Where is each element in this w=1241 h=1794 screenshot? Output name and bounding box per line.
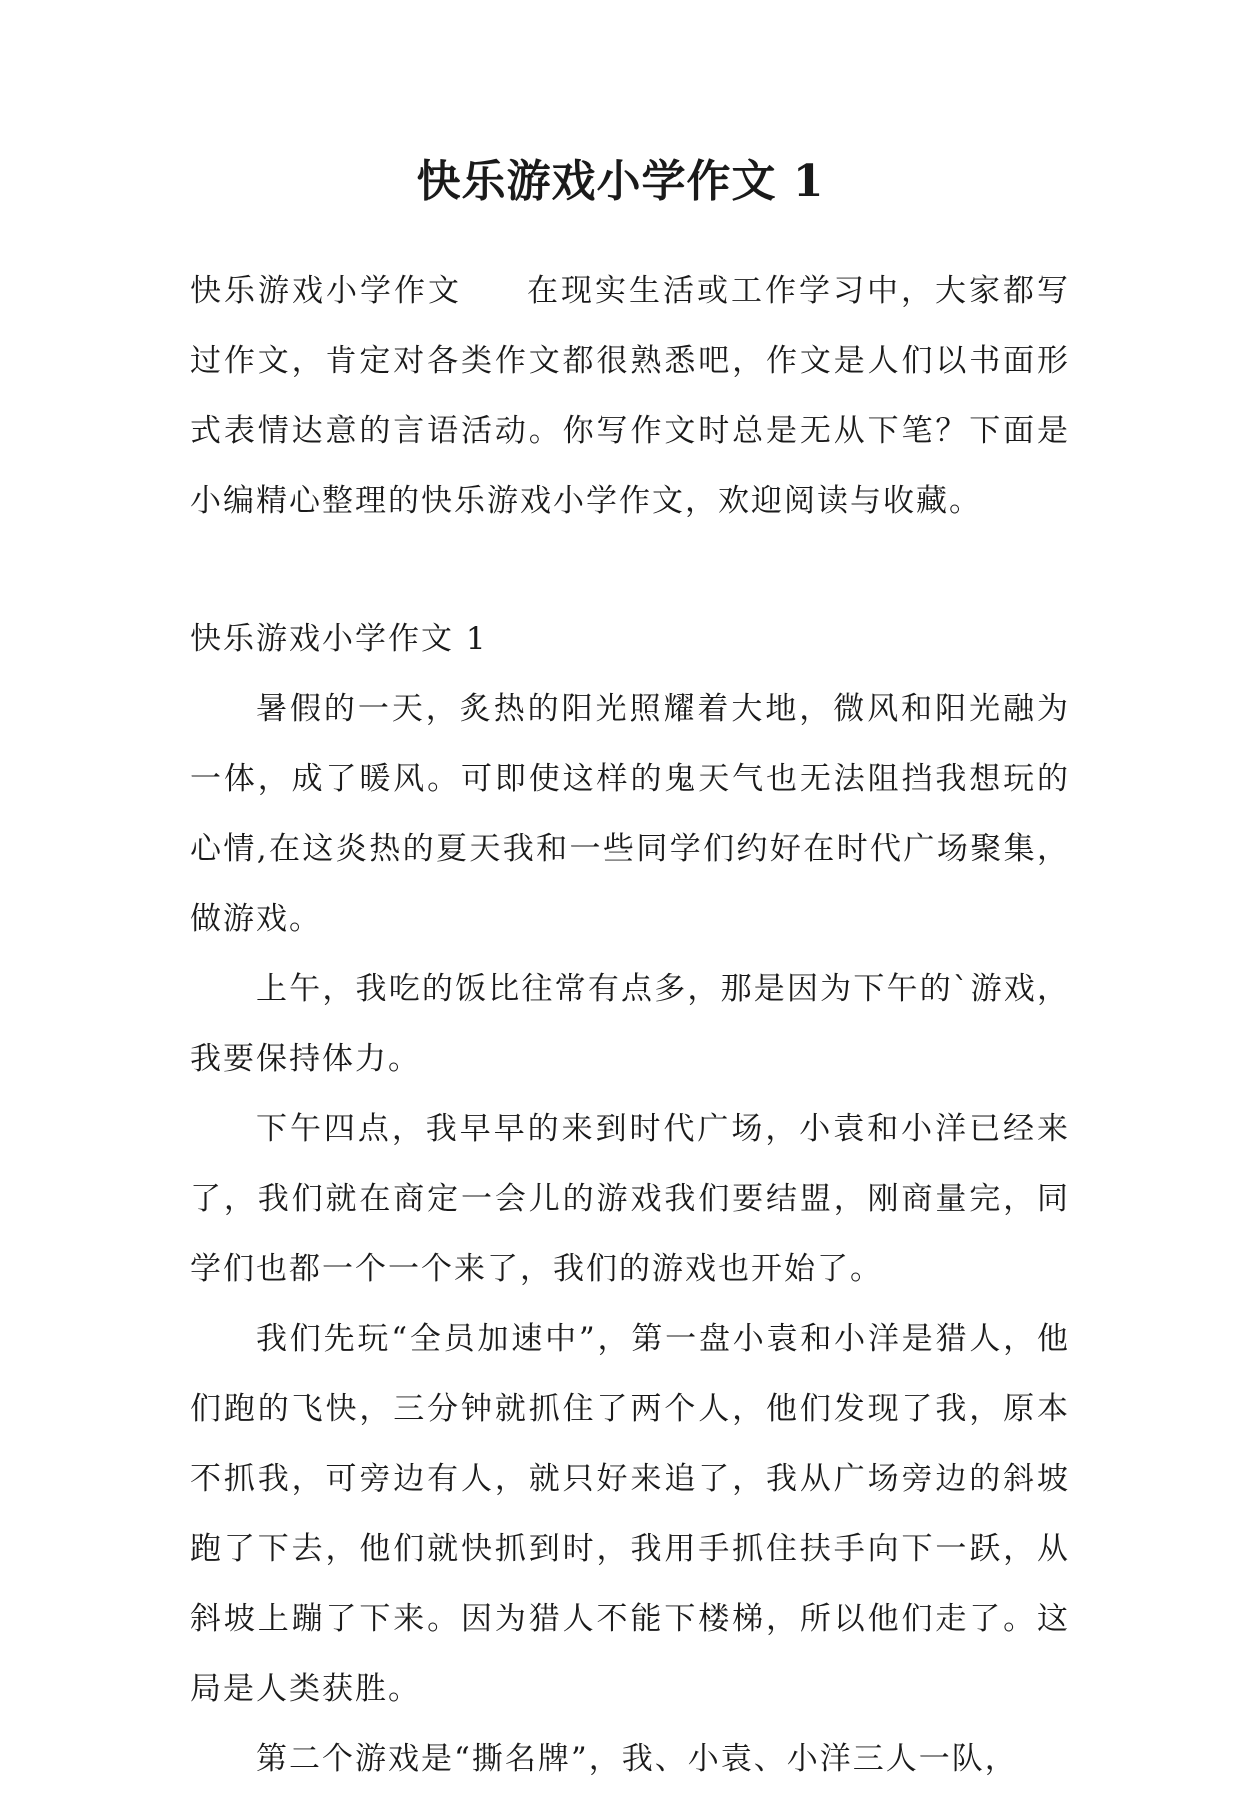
document-body [190,256,1070,1794]
intro-text: 在现实生活或工作学习中，大家都写过作文，肯定对各类作文都很熟悉吧，作文是人们以书面形式表情达意的言语活动。你写作文时总是无从下笔？下面是小编精心整理的快乐游戏小学作文，欢迎阅读与收藏。 [190,273,1070,519]
body-paragraph: 第二个游戏是“撕名牌”，我、小袁、小洋三人一队， [256,1741,1018,1777]
section-spacer [190,536,1070,604]
body-paragraph: 上午，我吃的饭比往常有点多，那是因为下午的`游戏，我要保持体力。 [190,971,1070,1077]
body-paragraph: 我们先玩“全员加速中”，第一盘小袁和小洋是猎人，他们跑的飞快，三分钟就抓住了两个人，他们发现了我，原本不抓我，可旁边有人，就只好来追了，我从广场旁边的斜坡跑了下去，他们就快抓到时，我用手抓住扶手向下一跃，从斜坡上蹦了下来。因为猎人不能下楼梯，所以他们走了。这局是人类获胜。 [190,1321,1070,1707]
section-heading: 快乐游戏小学作文 1 [190,621,488,657]
intro-label: 快乐游戏小学作文 [190,273,462,309]
document-title: 快乐游戏小学作文 1 [416,156,825,207]
body-paragraph: 暑假的一天，炙热的阳光照耀着大地，微风和阳光融为一体，成了暖风。可即使这样的鬼天气也无法阻挡我想玩的心情,在这炎热的夏天我和一些同学们约好在时代广场聚集，做游戏。 [190,691,1070,937]
body-paragraph: 下午四点，我早早的来到时代广场，小袁和小洋已经来了，我们就在商定一会儿的游戏我们要结盟，刚商量完，同学们也都一个一个来了，我们的游戏也开始了。 [190,1111,1070,1287]
intro-paragraph [190,256,1070,536]
